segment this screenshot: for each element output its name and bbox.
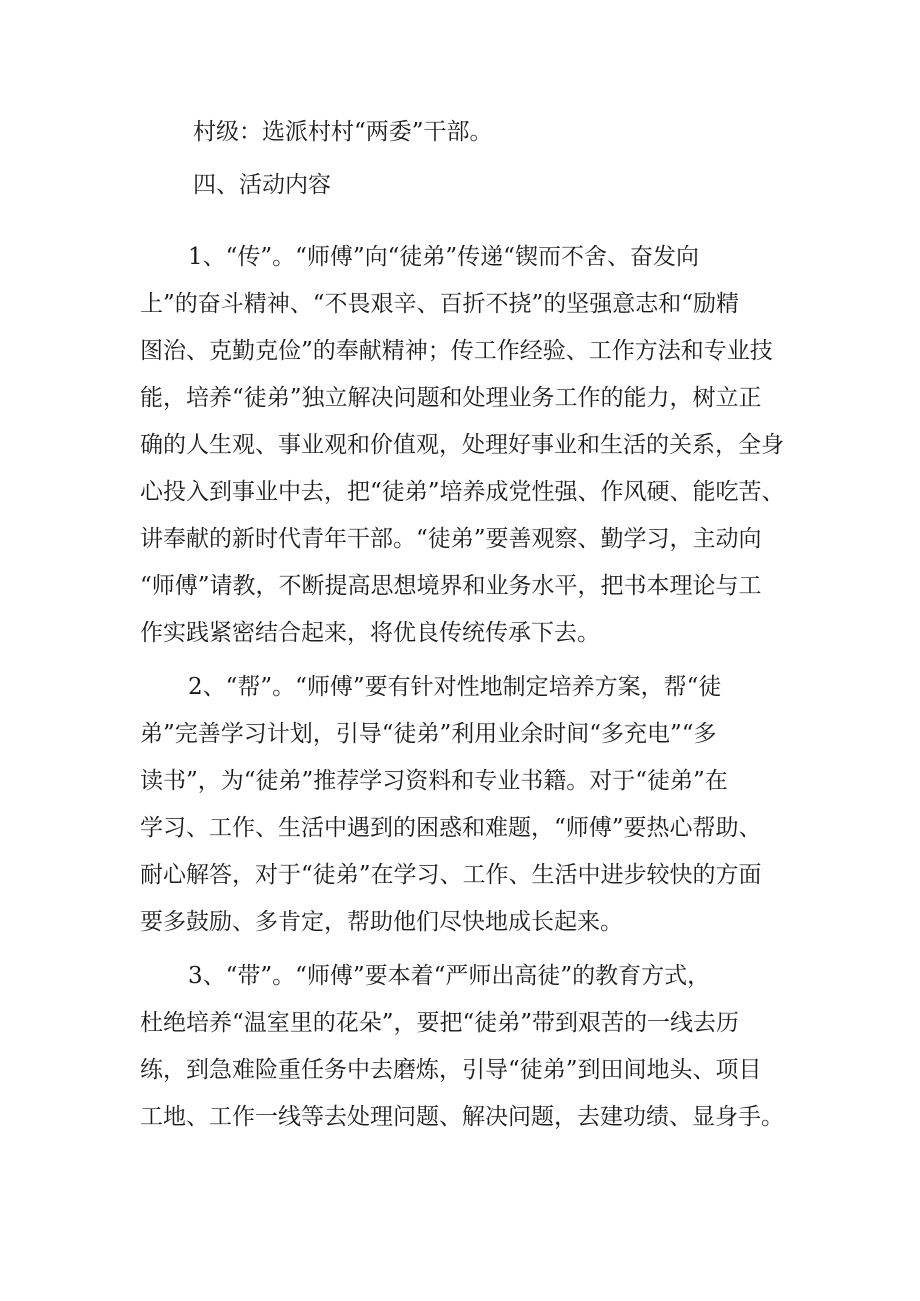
paragraph-2-line-6: 要多鼓励、多肯定，帮助他们尽快地成长起来。 <box>140 909 623 935</box>
paragraph-3-line-4: 工地、工作一线等去处理问题、解决问题，去建功绩、显身手。 <box>140 1104 784 1130</box>
paragraph-3-line-3: 练，到急难险重任务中去磨炼，引导“徒弟”到田间地头、项目 <box>140 1057 762 1083</box>
paragraph-1-line-1: 1、“传”。“师傅”向“徒弟”传递“锲而不舍、奋发向 <box>188 244 699 270</box>
paragraph-1-line-2: 上”的奋斗精神、“不畏艰辛、百折不挠”的坚强意志和“励精 <box>140 291 740 317</box>
paragraph-1-line-5: 确的人生观、事业观和价值观，处理好事业和生活的关系，全身 <box>140 432 784 458</box>
paragraph-2-line-2: 弟”完善学习计划，引导“徒弟”利用业余时间“多充电”“多 <box>140 721 717 747</box>
paragraph-1-line-4: 能，培养“徒弟”独立解决问题和处理业务工作的能力，树立正 <box>140 385 762 411</box>
paragraph-1-line-8: “师傅”请教，不断提高思想境界和业务水平，把书本理论与工 <box>140 573 762 599</box>
paragraph-2-line-1: 2、“帮”。“师傅”要有针对性地制定培养方案，帮“徒 <box>188 674 722 700</box>
paragraph-1-line-7: 讲奉献的新时代青年干部。“徒弟”要善观察、勤学习，主动向 <box>140 526 762 552</box>
paragraph-2-line-4: 学习、工作、生活中遇到的困惑和难题，“师傅”要热心帮助、 <box>140 815 762 841</box>
paragraph-2-line-5: 耐心解答，对于“徒弟”在学习、工作、生活中进步较快的方面 <box>140 862 762 888</box>
paragraph-1-line-9: 作实践紧密结合起来，将优良传统传承下去。 <box>140 620 600 646</box>
section-heading-activity-content: 四、活动内容 <box>193 172 331 198</box>
text-line-1: 村级：选派村村“两委”干部。 <box>193 119 493 145</box>
paragraph-3-line-1: 3、“带”。“师傅”要本着“严师出高徒”的教育方式， <box>188 963 711 989</box>
paragraph-2-line-3: 读书”，为“徒弟”推荐学习资料和专业书籍。对于“徒弟”在 <box>140 768 728 794</box>
paragraph-1-line-6: 心投入到事业中去，把“徒弟”培养成党性强、作风硬、能吃苦、 <box>140 479 785 505</box>
paragraph-3-line-2: 杜绝培养“温室里的花朵”，要把“徒弟”带到艰苦的一线去历 <box>140 1010 740 1036</box>
paragraph-1-line-3: 图治、克勤克俭”的奉献精神；传工作经验、工作方法和专业技 <box>140 338 773 364</box>
